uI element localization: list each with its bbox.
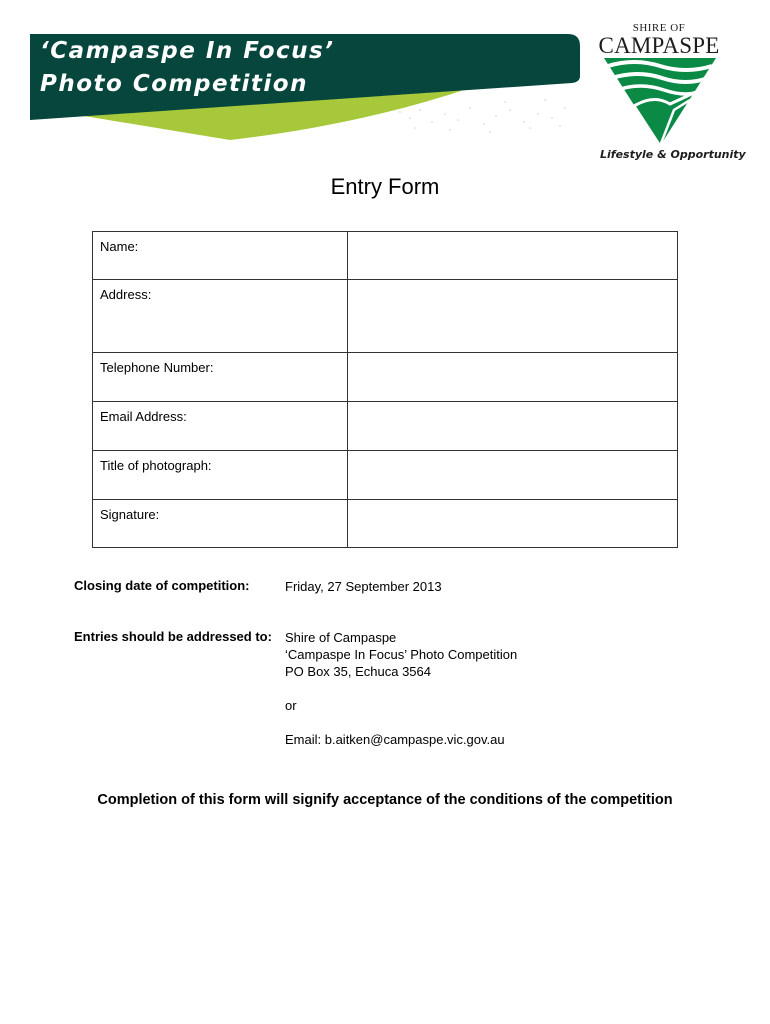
field-label-name: Name: bbox=[93, 232, 348, 280]
field-label-signature: Signature: bbox=[93, 500, 348, 548]
address-or: or bbox=[285, 698, 297, 713]
address-line1: Shire of Campaspe bbox=[285, 630, 397, 645]
field-label-telephone: Telephone Number: bbox=[93, 353, 348, 402]
closing-date-label: Closing date of competition: bbox=[74, 578, 250, 593]
entry-form-table bbox=[92, 231, 678, 548]
name-field[interactable] bbox=[347, 232, 677, 280]
address-email: Email: b.aitken@campaspe.vic.gov.au bbox=[285, 732, 505, 747]
photo-title-field[interactable] bbox=[347, 451, 677, 500]
telephone-field[interactable] bbox=[347, 353, 677, 402]
table-row bbox=[93, 451, 678, 500]
banner-title-line1: ‘Campaspe In Focus’ bbox=[40, 38, 335, 64]
logo-tagline: Lifestyle & Opportunity bbox=[600, 148, 746, 161]
table-row bbox=[93, 232, 678, 280]
table-row bbox=[93, 402, 678, 451]
acceptance-note: Completion of this form will signify acceptance of the conditions of the competition bbox=[97, 792, 673, 808]
field-label-email: Email Address: bbox=[93, 402, 348, 451]
logo-name: CAMPASPE bbox=[598, 33, 720, 58]
table-row bbox=[93, 280, 678, 353]
signature-field[interactable] bbox=[347, 500, 677, 548]
table-row bbox=[93, 500, 678, 548]
header-banner bbox=[0, 0, 600, 150]
table-row bbox=[93, 353, 678, 402]
address-line3: PO Box 35, Echuca 3564 bbox=[285, 664, 431, 679]
address-to-label: Entries should be addressed to: bbox=[74, 629, 272, 644]
field-label-address: Address: bbox=[93, 280, 348, 353]
address-field[interactable] bbox=[347, 280, 677, 353]
logo-shire-of: SHIRE OF bbox=[632, 22, 686, 34]
landscape-emblem-icon bbox=[604, 58, 716, 146]
closing-date-value: Friday, 27 September 2013 bbox=[285, 579, 442, 594]
shire-logo bbox=[596, 22, 746, 172]
field-label-photo-title: Title of photograph: bbox=[93, 451, 348, 500]
form-title: Entry Form bbox=[330, 174, 440, 199]
banner-title-line2: Photo Competition bbox=[40, 71, 308, 97]
address-line2: ‘Campaspe In Focus’ Photo Competition bbox=[285, 647, 518, 662]
email-field[interactable] bbox=[347, 402, 677, 451]
